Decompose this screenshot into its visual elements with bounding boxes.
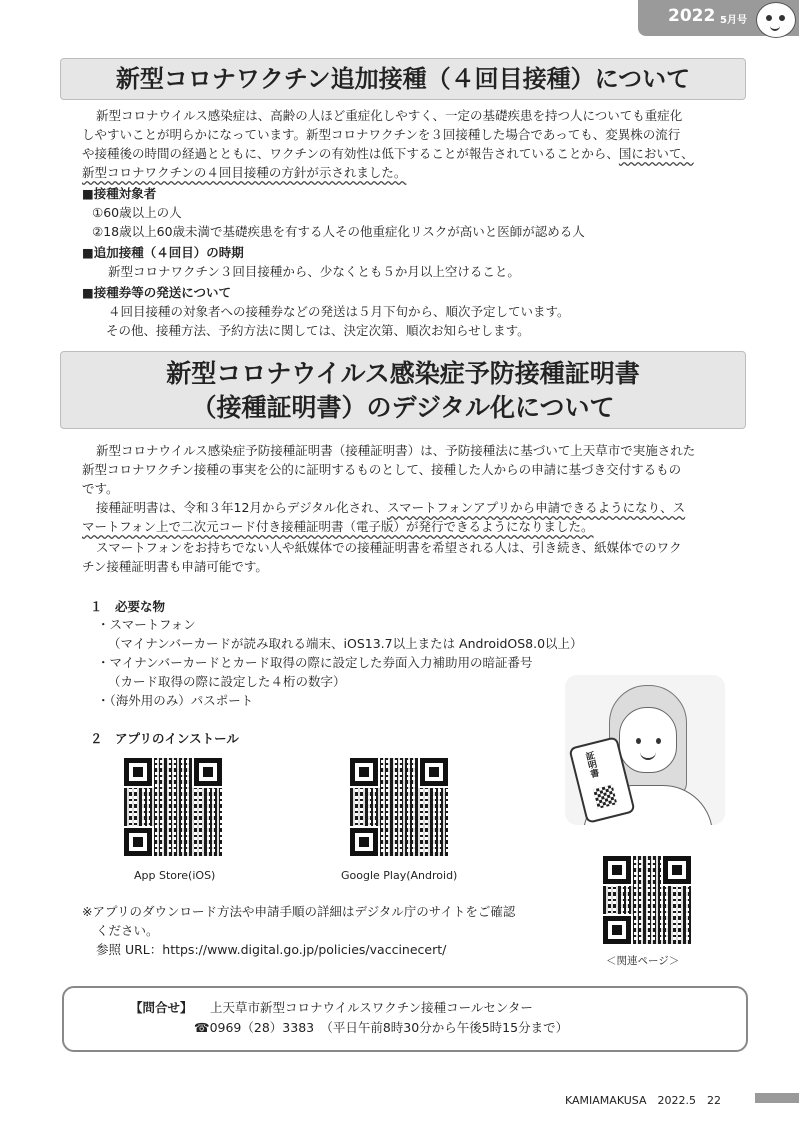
contact-phone: ☎0969（28）3383 （平日午前8時30分から午後5時15分まで） [194, 1020, 569, 1035]
s2-needs-item-1: ・スマートフォン [97, 617, 196, 632]
qr-ios-label: App Store(iOS) [134, 869, 216, 882]
s2-install-heading: ２ アプリのインストール [90, 731, 239, 746]
footer-bar [755, 1093, 799, 1103]
s1-intro-line3: や接種後の時間の経過とともに、ワクチンの有効性は低下することが報告されていることから、国において、 [82, 146, 694, 161]
s1-ticket-line2: その他、接種方法、予約方法に関しては、決定次第、順次お知らせします。 [106, 323, 530, 338]
s2-p2-line1: 接種証明書は、令和３年12月からデジタル化され、スマートフォンアプリから申請できるようになり、ス [96, 500, 686, 515]
issue-month: 5月号 [720, 15, 747, 26]
s1-intro-line1: 新型コロナウイルス感染症は、高齢の人ほど重症化しやすく、一定の基礎疾患を持つ人についても重症化 [96, 108, 683, 123]
section2-title-line2: （接種証明書）のデジタル化について [191, 393, 615, 422]
qr-android-label: Google Play(Android) [341, 869, 458, 882]
s1-intro-line4 [82, 163, 406, 182]
section1-title: 新型コロナワクチン追加接種（４回目接種）について [60, 58, 746, 100]
s1-target-item-1: ①60歳以上の人 [92, 205, 182, 220]
contact-label: 【問合せ】 [130, 1000, 193, 1015]
s2-p2-line2 [82, 517, 594, 536]
s1-intro-line2: しやすいことが明らかになっています。新型コロナワクチンを３回接種した場合であっても、変異株の流行 [82, 127, 681, 142]
s1-ticket-line1: ４回目接種の対象者への接種券などの発送は５月下旬から、順次予定しています。 [108, 304, 570, 319]
issue-year: 2022 [668, 6, 716, 26]
phone-label: 証明書 [582, 750, 600, 780]
s2-p2-emph-b: マートフォン上で二次元コード付き接種証明書（電子版）が発行できるようになりました。 [82, 519, 594, 534]
s2-p3-line2: チン接種証明書も申請可能です。 [82, 559, 268, 574]
s2-note-url[interactable]: 参照 URL：https://www.digital.go.jp/policies/vaccinecert/ [96, 942, 447, 957]
qr-code-related-page[interactable] [603, 856, 691, 944]
s1-timing-heading: ■追加接種（４回目）の時期 [82, 245, 244, 260]
s2-p1-line2: 新型コロナワクチン接種の事実を公的に証明するものとして、接種した人からの申請に基づき交付するもの [82, 462, 682, 477]
s2-note-line2: ください。 [96, 923, 159, 938]
s1-timing-text: 新型コロナワクチン３回目接種から、少なくとも５か月以上空けること。 [108, 264, 520, 279]
s1-intro-emph-b: 新型コロナワクチンの４回目接種の方針が示されました。 [82, 165, 407, 180]
s2-needs-heading: １ 必要な物 [90, 599, 166, 614]
s2-p1-line3: です。 [82, 481, 119, 496]
s2-p3-line1: スマートフォンをお持ちでない人や紙媒体での接種証明書を希望される人は、引き続き、紙媒体でのワク [96, 540, 682, 555]
qr-code-ios[interactable] [124, 758, 222, 856]
s2-needs-item-2: ・マイナンバーカードとカード取得の際に設定した券面入力補助用の暗証番号 [97, 655, 533, 670]
s2-p2-emph-a: スマートフォンアプリから申請できるようになり、ス [386, 500, 686, 515]
mascot-icon [756, 2, 796, 38]
s2-note-line1: ※アプリのダウンロード方法や申請手順の詳細はデジタル庁のサイトをご確認 [82, 904, 516, 919]
section2-title [60, 351, 746, 429]
contact-name: 上天草市新型コロナウイルスワクチン接種コールセンター [210, 1000, 533, 1015]
page-footer: KAMIAMAKUSA 2022.5 22 [565, 1094, 721, 1107]
s2-needs-item-2-detail: （カード取得の際に設定した４桁の数字） [108, 674, 346, 689]
contact-box [62, 986, 748, 1052]
qr-code-android[interactable] [350, 758, 448, 856]
s2-p1-line1: 新型コロナウイルス感染症予防接種証明書（接種証明書）は、予防接種法に基づいて上天草市で実施された [96, 443, 696, 458]
s1-target-item-2: ②18歳以上60歳未満で基礎疾患を有する人その他重症化リスクが高いと医師が認める人 [92, 224, 585, 239]
s2-needs-item-3: ・（海外用のみ）パスポート [97, 693, 254, 708]
s2-needs-item-1-detail: （マイナンバーカードが読み取れる端末、iOS13.7以上または AndroidOS8.0以上） [108, 636, 583, 651]
s1-target-heading: ■接種対象者 [82, 186, 157, 201]
s1-intro-emph-a: 国において、 [618, 146, 694, 161]
issue-badge [638, 0, 799, 36]
section2-title-line1: 新型コロナウイルス感染症予防接種証明書 [166, 359, 640, 388]
qr-related-label: ＜関連ページ＞ [606, 955, 680, 967]
phone-qr-icon [593, 785, 617, 809]
woman-with-phone-illustration [565, 675, 725, 825]
s1-ticket-heading: ■接種券等の発送について [82, 285, 232, 300]
